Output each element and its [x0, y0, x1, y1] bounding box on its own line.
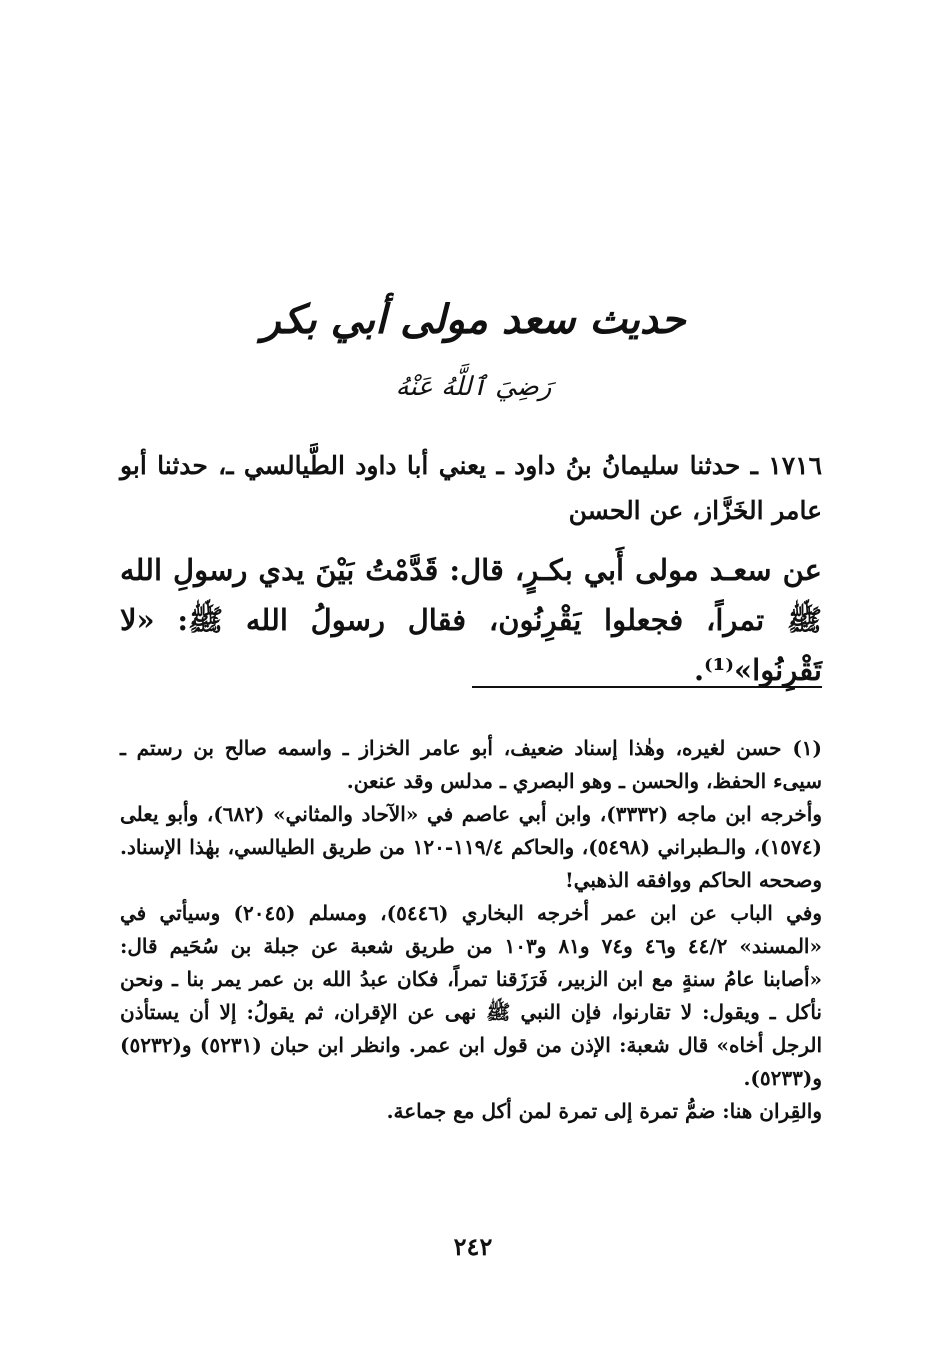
hadith-chain-of-narration: ١٧١٦ ـ حدثنا سليمانُ بنُ داود ـ يعني أبا داود الطَّيالسي ـ، حدثنا أبو عامر الخَزَّاز، عن الحسن — [120, 451, 822, 525]
chapter-subtitle: رَضِيَ ٱللَّهُ عَنْهُ — [395, 372, 552, 402]
footnote-paragraph: وفي الباب عن ابن عمر أخرجه البخاري (٥٤٤٦)، ومسلم (٢٠٤٥) وسيأتي في «المسند» ٤٤/٢ و٤٦ و٧٤ و٨١ و١٠٣ من طريق شعبة عن جبلة بن سُحَيم قال: «أصابنا عامُ سنةٍ مع ابن الزبير، فَرَزَقنا تمراً، فكان عبدُ الله بن عمر يمر بنا ـ ونحن نأكل ـ ويقول: لا تقارنوا، فإن النبي ﷺ نهى عن الإقران، ثم يقولُ: إلا أن يستأذن الرجل أخاه» قال شعبة: الإذن من قول ابن عمر. وانظر ابن حبان (٥٢٣١) و(٥٢٣٢) و(٥٢٣٣). — [120, 901, 823, 1090]
chapter-title: حديث سعد مولى أبي بكر — [261, 296, 686, 343]
footnote-paragraph: والقِران هنا: ضمُّ تمرة إلى تمرة لمن أكل مع جماعة. — [386, 1099, 822, 1123]
footnote-paragraph: وأخرجه ابن ماجه (٣٣٣٢)، وابن أبي عاصم في «الآحاد والمثاني» (٦٨٢)، وأبو يعلى (١٥٧٤)، والـطبراني (٥٤٩٨)، والحاكم ١١٩/٤-١٢٠ من طريق الطيالسي، بهٰذا الإسناد. وصححه الحاكم ووافقه الذهبي! — [120, 802, 822, 892]
footnote-divider — [472, 686, 822, 688]
hadith-text: عن سعـد مولى أَبي بكـرٍ، قال: قَدَّمْتُ بَيْنَ يدي رسولِ الله ﷺ تمراً، فجعلوا يَقْرِنُون، فقال رسولُ الله ﷺ: «لا تَقْرِنُوا»⁽¹⁾. — [120, 553, 822, 687]
page-number: ٢٤٢ — [453, 1232, 493, 1261]
footnotes — [120, 732, 822, 1128]
footnote-paragraph: (١) حسن لغيره، وهٰذا إسناد ضعيف، أبو عامر الخزاز ـ واسمه صالح بن رستم ـ سيىء الحفظ، والحسن ـ وهو البصري ـ مدلس وقد عنعن. — [120, 736, 822, 793]
